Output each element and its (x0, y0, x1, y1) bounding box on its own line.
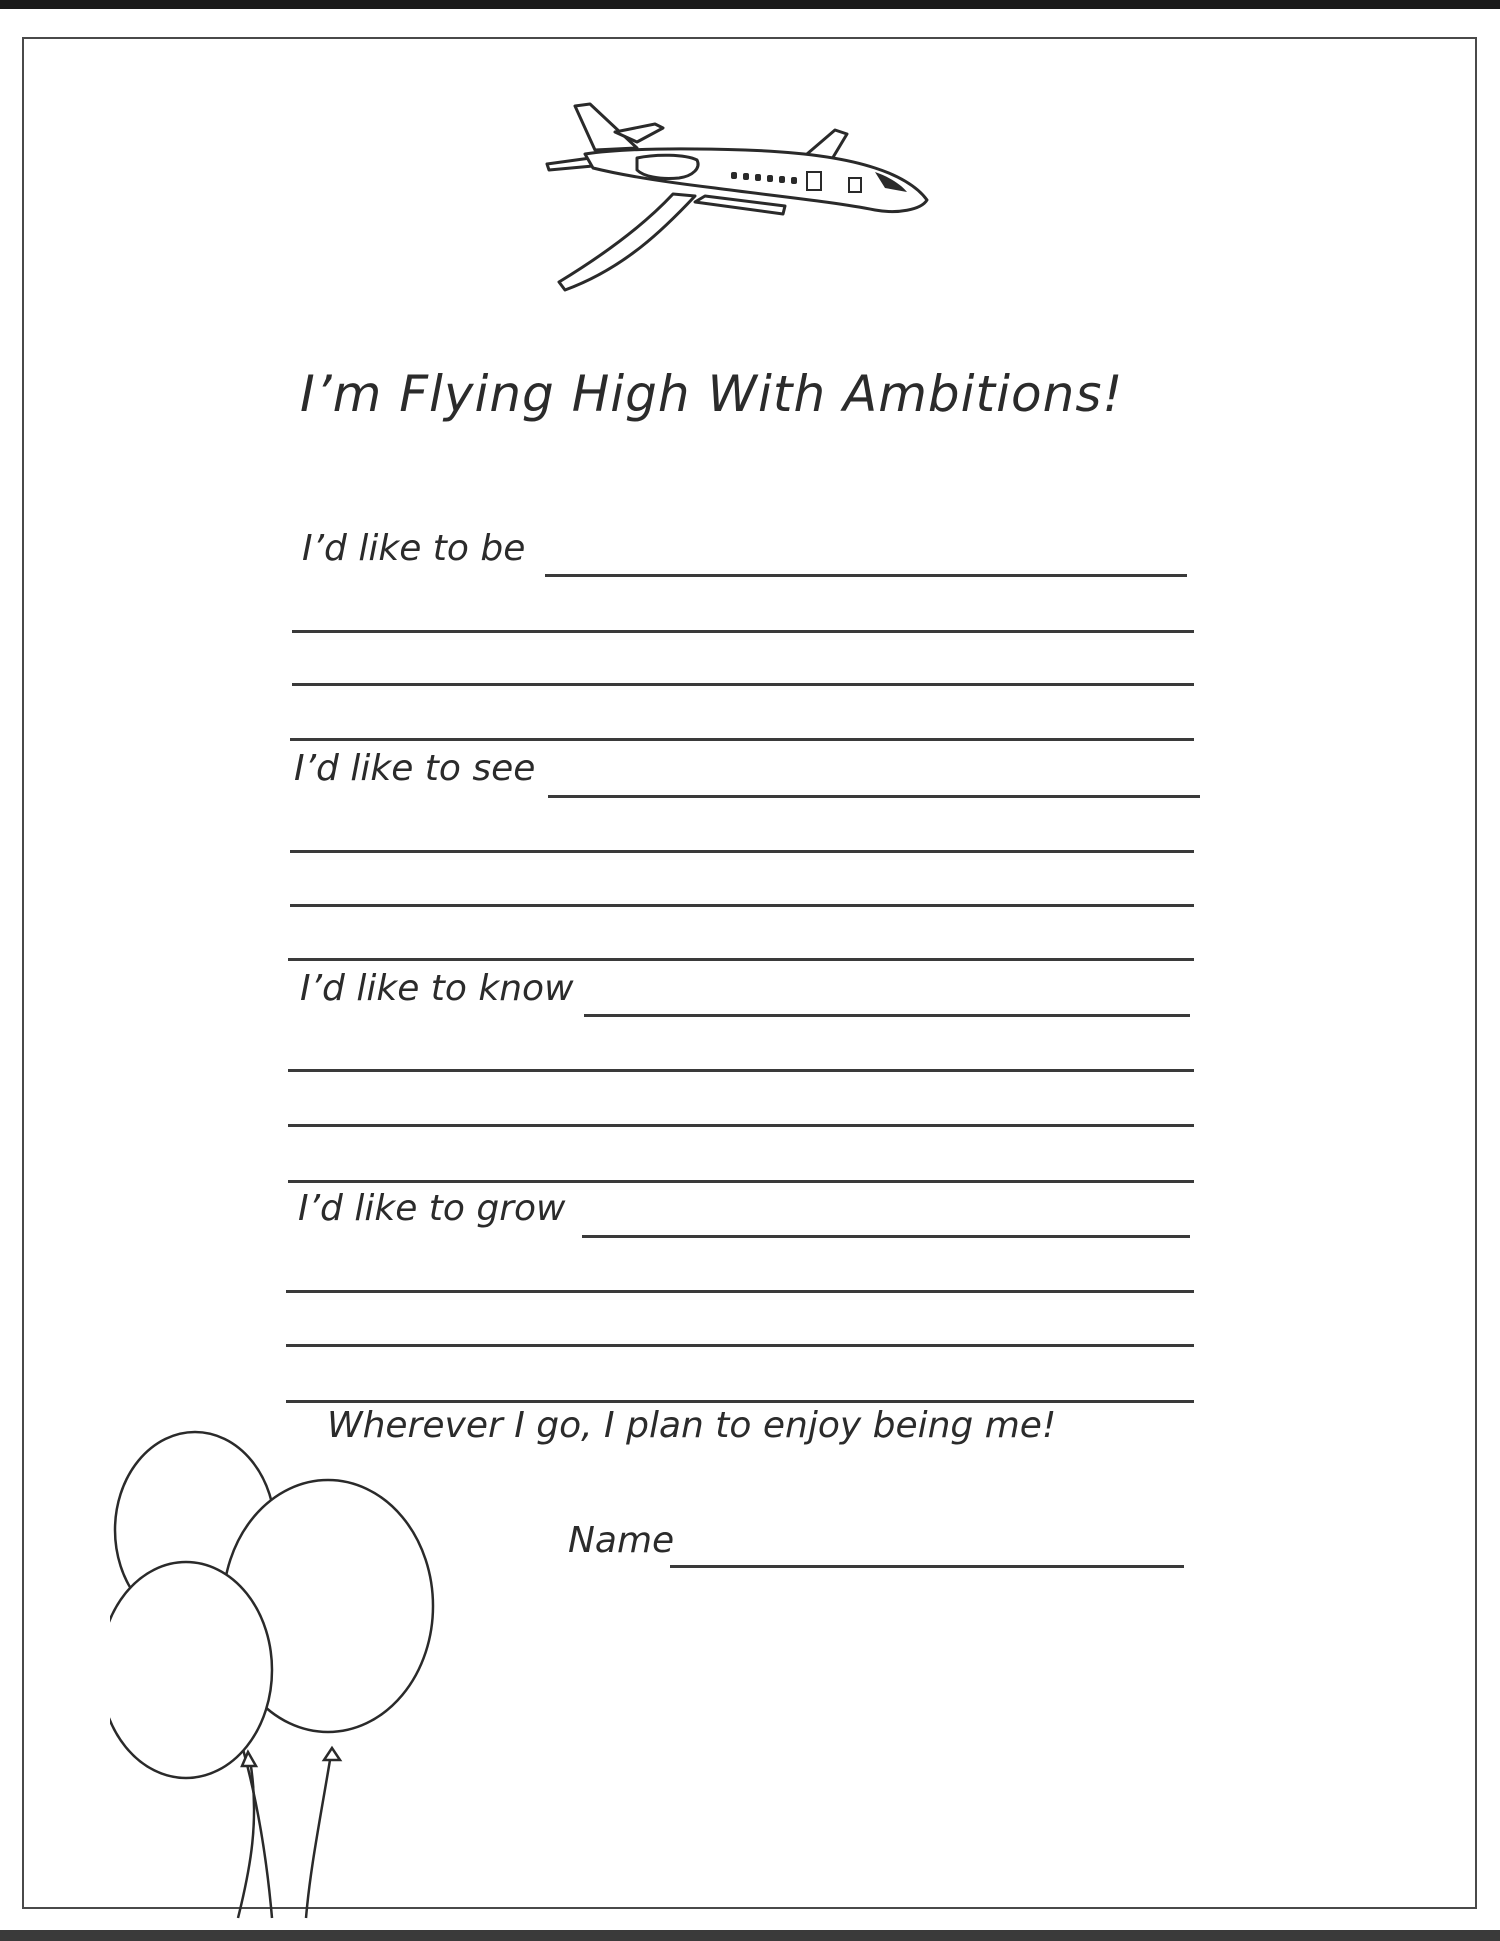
scan-edge-bottom (0, 1930, 1500, 1941)
balloons-icon (110, 1400, 510, 1920)
prompt-like-to-know: I’d like to know (300, 968, 574, 1009)
answer-line-see-3[interactable] (290, 904, 1194, 907)
answer-line-grow-3[interactable] (286, 1344, 1194, 1347)
answer-line-know-2[interactable] (288, 1069, 1194, 1072)
answer-line-be-3[interactable] (292, 683, 1194, 686)
name-answer-line[interactable] (670, 1565, 1184, 1568)
answer-line-see-1[interactable] (548, 795, 1200, 798)
prompt-like-to-be: I’d like to be (302, 528, 526, 569)
closing-statement: Wherever I go, I plan to enjoy being me! (327, 1405, 1057, 1446)
scan-edge-top (0, 0, 1500, 9)
airplane-icon (545, 98, 935, 298)
answer-line-know-3[interactable] (288, 1124, 1194, 1127)
prompt-like-to-grow: I’d like to grow (298, 1188, 566, 1229)
answer-line-grow-1[interactable] (582, 1235, 1190, 1238)
answer-line-know-4[interactable] (288, 1180, 1194, 1183)
answer-line-see-2[interactable] (290, 850, 1194, 853)
answer-line-be-4[interactable] (290, 738, 1194, 741)
prompt-like-to-see: I’d like to see (294, 748, 536, 789)
worksheet-title: I’m Flying High With Ambitions! (300, 365, 1124, 423)
answer-line-know-1[interactable] (584, 1014, 1190, 1017)
answer-line-be-2[interactable] (292, 630, 1194, 633)
answer-line-see-4[interactable] (288, 958, 1194, 961)
answer-line-be-1[interactable] (545, 574, 1187, 577)
name-label: Name (568, 1520, 675, 1561)
answer-line-grow-2[interactable] (286, 1290, 1194, 1293)
